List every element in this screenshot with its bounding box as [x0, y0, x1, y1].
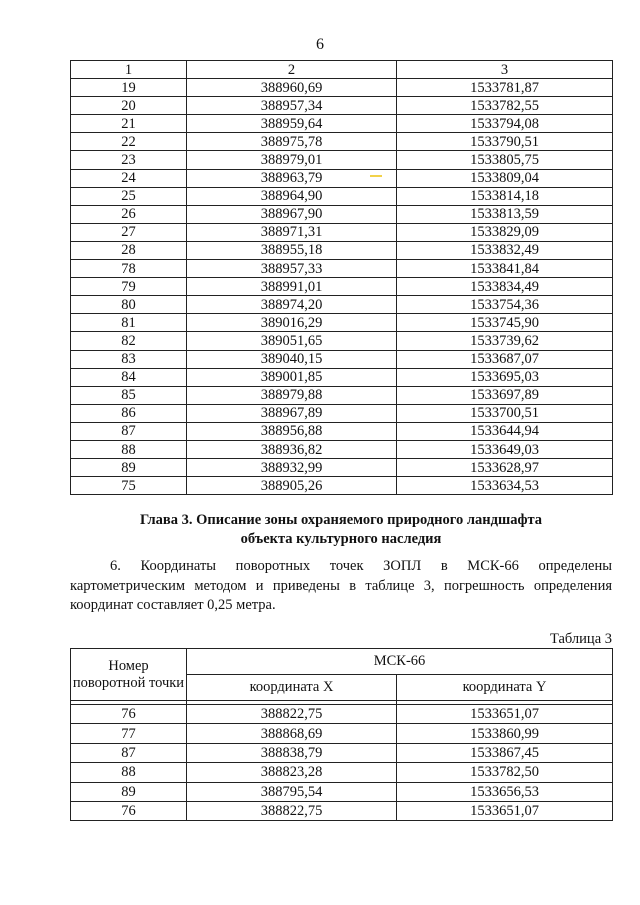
table-cell: 1533745,90 [397, 314, 613, 332]
table-cell: 21 [71, 115, 187, 133]
table-cell: 388905,26 [187, 477, 397, 495]
table-cell: 388963,79 [187, 169, 397, 187]
table-cell: 1533809,04 [397, 169, 613, 187]
table-cell: 1533628,97 [397, 459, 613, 477]
table-cell: 1533794,08 [397, 115, 613, 133]
table-row [71, 782, 613, 801]
table-cell: 20 [71, 97, 187, 115]
table-cell: 388838,79 [187, 743, 397, 762]
table-row [71, 332, 613, 350]
coordinates-table-continued [70, 60, 613, 495]
table-cell: 82 [71, 332, 187, 350]
table-cell: 83 [71, 350, 187, 368]
table-cell: 388795,54 [187, 782, 397, 801]
table-cell: 89 [71, 459, 187, 477]
table-cell: 1533814,18 [397, 187, 613, 205]
table-cell: 388868,69 [187, 724, 397, 743]
table-cell: 80 [71, 296, 187, 314]
table-row [71, 763, 613, 782]
table-header-row [71, 61, 613, 79]
table-cell: 388932,99 [187, 459, 397, 477]
header-point-number: Номер поворотной точки [71, 649, 187, 701]
table-cell: 1533649,03 [397, 440, 613, 458]
table-row [71, 422, 613, 440]
table-cell: 1533805,75 [397, 151, 613, 169]
table-row [71, 79, 613, 97]
table-cell: 1533781,87 [397, 79, 613, 97]
table-cell: 75 [71, 477, 187, 495]
paragraph-rest: картометрическим методом и приведены в таблице 3, погрешность определения координат составляет 0,25 метра. [70, 577, 612, 613]
page-number: 6 [316, 36, 324, 53]
table-row [71, 314, 613, 332]
table-cell: 388959,64 [187, 115, 397, 133]
table-cell: 1533841,84 [397, 260, 613, 278]
table-cell: 81 [71, 314, 187, 332]
table-cell: 1533687,07 [397, 350, 613, 368]
table-cell: 85 [71, 386, 187, 404]
table-row [71, 133, 613, 151]
table-row [71, 386, 613, 404]
table-cell: 87 [71, 422, 187, 440]
table-cell: 77 [71, 724, 187, 743]
table-cell: 388955,18 [187, 241, 397, 259]
table-cell: 86 [71, 404, 187, 422]
table-cell: 1533829,09 [397, 223, 613, 241]
column-number-header: 3 [397, 61, 613, 79]
table-row [71, 187, 613, 205]
table-cell: 1533651,07 [397, 705, 613, 724]
table-row [71, 350, 613, 368]
column-number-header: 1 [71, 61, 187, 79]
paragraph-6 [70, 557, 612, 616]
chapter-heading [70, 511, 612, 549]
table-cell: 388957,33 [187, 260, 397, 278]
table-body [71, 705, 613, 821]
table-cell: 388964,90 [187, 187, 397, 205]
table-cell: 84 [71, 368, 187, 386]
table-row [71, 801, 613, 820]
table-cell: 389040,15 [187, 350, 397, 368]
table-cell: 1533656,53 [397, 782, 613, 801]
header-msk66: МСК-66 [187, 649, 613, 675]
table-cell: 1533739,62 [397, 332, 613, 350]
table-row [71, 440, 613, 458]
table-cell: 389051,65 [187, 332, 397, 350]
table-cell: 1533782,55 [397, 97, 613, 115]
column-number-header: 2 [187, 61, 397, 79]
table-cell: 26 [71, 205, 187, 223]
table-cell: 27 [71, 223, 187, 241]
table-row [71, 724, 613, 743]
table-body [71, 61, 613, 495]
table-cell: 389001,85 [187, 368, 397, 386]
table-cell: 76 [71, 801, 187, 820]
table-cell: 24 [71, 169, 187, 187]
table-cell: 388822,75 [187, 705, 397, 724]
table-cell: 89 [71, 782, 187, 801]
table-cell: 388979,88 [187, 386, 397, 404]
table-cell: 22 [71, 133, 187, 151]
table-row [71, 705, 613, 724]
table-row [71, 477, 613, 495]
table-cell: 88 [71, 763, 187, 782]
table-cell: 1533697,89 [397, 386, 613, 404]
table-row [71, 743, 613, 762]
table-cell: 1533860,99 [397, 724, 613, 743]
table-row [71, 260, 613, 278]
table-row [71, 169, 613, 187]
table-cell: 79 [71, 278, 187, 296]
table-cell: 1533832,49 [397, 241, 613, 259]
header-coordinate-y: координата Y [397, 675, 613, 701]
table-cell: 389016,29 [187, 314, 397, 332]
table-cell: 76 [71, 705, 187, 724]
paragraph-first-line: 6. Координаты поворотных точек ЗОПЛ в МСК-66 определены [110, 558, 612, 574]
table-cell: 88 [71, 440, 187, 458]
table-cell: 1533813,59 [397, 205, 613, 223]
table-cell: 23 [71, 151, 187, 169]
table-cell: 1533834,49 [397, 278, 613, 296]
table-cell: 1533644,94 [397, 422, 613, 440]
table-cell: 87 [71, 743, 187, 762]
table-cell: 388975,78 [187, 133, 397, 151]
table-cell: 28 [71, 241, 187, 259]
table-cell: 1533695,03 [397, 368, 613, 386]
table-cell: 388936,82 [187, 440, 397, 458]
table-row [71, 459, 613, 477]
table-cell: 388979,01 [187, 151, 397, 169]
table-row [71, 278, 613, 296]
table-cell: 1533634,53 [397, 477, 613, 495]
table-cell: 388823,28 [187, 763, 397, 782]
chapter-heading-line-1: Глава 3. Описание зоны охраняемого природного ландшафта [139, 512, 543, 528]
table-cell: 388957,34 [187, 97, 397, 115]
table-row [71, 151, 613, 169]
table-cell: 388991,01 [187, 278, 397, 296]
table-cell: 388974,20 [187, 296, 397, 314]
table-cell: 1533651,07 [397, 801, 613, 820]
table-cell: 19 [71, 79, 187, 97]
highlight-mark [370, 175, 382, 177]
table-caption: Таблица 3 [549, 631, 612, 647]
coordinates-table-3 [70, 648, 613, 821]
table-cell: 1533700,51 [397, 404, 613, 422]
chapter-heading-line-2: объекта культурного наследия [240, 531, 442, 547]
table-row [71, 223, 613, 241]
table-cell: 78 [71, 260, 187, 278]
table-cell: 388971,31 [187, 223, 397, 241]
table-cell: 388960,69 [187, 79, 397, 97]
table-row [71, 115, 613, 133]
table-cell: 388967,90 [187, 205, 397, 223]
table-row [71, 404, 613, 422]
table-cell: 1533782,50 [397, 763, 613, 782]
table-cell: 1533754,36 [397, 296, 613, 314]
table-row [71, 205, 613, 223]
table-row [71, 241, 613, 259]
table-cell: 388956,88 [187, 422, 397, 440]
table-row [71, 97, 613, 115]
table-cell: 1533790,51 [397, 133, 613, 151]
header-coordinate-x: координата X [187, 675, 397, 701]
table-cell: 1533867,45 [397, 743, 613, 762]
table-row [71, 368, 613, 386]
table-row [71, 296, 613, 314]
table-cell: 388822,75 [187, 801, 397, 820]
table-cell: 388967,89 [187, 404, 397, 422]
table-cell: 25 [71, 187, 187, 205]
